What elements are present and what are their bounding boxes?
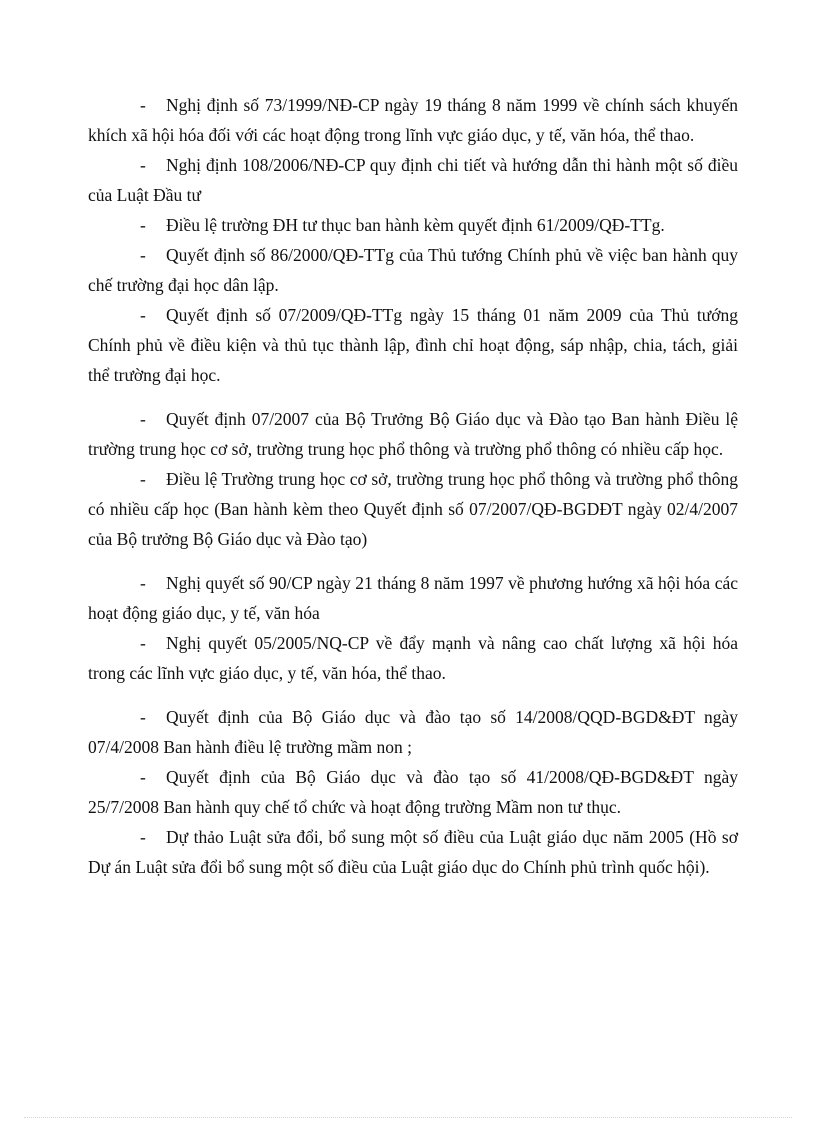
- page-bottom-rule: [24, 1117, 792, 1118]
- list-item-text: Điều lệ trường ĐH tư thục ban hành kèm quyết định 61/2009/QĐ-TTg.: [166, 215, 665, 235]
- bullet-dash: -: [140, 633, 146, 653]
- list-item: [88, 628, 738, 688]
- list-item-text: Quyết định số 07/2009/QĐ-TTg ngày 15 tháng 01 năm 2009 của Thủ tướng Chính phủ về điều kiện và thủ tục thành lập, đình chỉ hoạt động, sáp nhập, chia, tách, giải thể trường đại học.: [88, 305, 738, 385]
- list-item-text: Quyết định 07/2007 của Bộ Trưởng Bộ Giáo dục và Đào tạo Ban hành Điều lệ trường trung học cơ sở, trường trung học phổ thông và trường phổ thông có nhiều cấp học.: [88, 409, 738, 459]
- list-item: [88, 240, 738, 300]
- section-gap: [88, 688, 738, 702]
- bullet-dash: -: [140, 469, 146, 489]
- list-item: [88, 822, 738, 882]
- list-item: [88, 210, 738, 240]
- list-item-text: Điều lệ Trường trung học cơ sở, trường trung học phổ thông và trường phổ thông có nhiều cấp học (Ban hành kèm theo Quyết định số 07/2007/QĐ-BGDĐT ngày 02/4/2007 của Bộ trưởng Bộ Giáo dục và Đào tạo): [88, 469, 738, 549]
- bullet-dash: -: [140, 409, 146, 429]
- document-body: [88, 90, 738, 882]
- list-item-text: Quyết định của Bộ Giáo dục và đào tạo số 41/2008/QĐ-BGD&ĐT ngày 25/7/2008 Ban hành quy chế tổ chức và hoạt động trường Mầm non tư thục.: [88, 767, 738, 817]
- bullet-dash: -: [140, 95, 146, 115]
- bullet-dash: -: [140, 155, 146, 175]
- bullet-dash: -: [140, 767, 146, 787]
- bullet-dash: -: [140, 707, 146, 727]
- list-item-text: Nghị định số 73/1999/NĐ-CP ngày 19 tháng 8 năm 1999 về chính sách khuyến khích xã hội hóa đối với các hoạt động trong lĩnh vực giáo dục, y tế, văn hóa, thể thao.: [88, 95, 738, 145]
- list-item: [88, 702, 738, 762]
- bullet-dash: -: [140, 573, 146, 593]
- bullet-dash: -: [140, 305, 146, 325]
- list-item: [88, 300, 738, 390]
- bullet-dash: -: [140, 827, 146, 847]
- list-item: [88, 464, 738, 554]
- list-item: [88, 150, 738, 210]
- list-item-text: Dự thảo Luật sửa đổi, bổ sung một số điều của Luật giáo dục năm 2005 (Hồ sơ Dự án Luật sửa đổi bổ sung một số điều của Luật giáo dục do Chính phủ trình quốc hội).: [88, 827, 738, 877]
- list-item: [88, 762, 738, 822]
- list-item: [88, 90, 738, 150]
- list-item-text: Quyết định số 86/2000/QĐ-TTg của Thủ tướng Chính phủ về việc ban hành quy chế trường đại học dân lập.: [88, 245, 738, 295]
- list-item: [88, 404, 738, 464]
- section-gap: [88, 554, 738, 568]
- bullet-dash: -: [140, 215, 146, 235]
- section-gap: [88, 390, 738, 404]
- list-item: [88, 568, 738, 628]
- list-item-text: Nghị quyết số 90/CP ngày 21 tháng 8 năm 1997 về phương hướng xã hội hóa các hoạt động giáo dục, y tế, văn hóa: [88, 573, 738, 623]
- list-item-text: Nghị định 108/2006/NĐ-CP quy định chi tiết và hướng dẫn thi hành một số điều của Luật Đầu tư: [88, 155, 738, 205]
- list-item-text: Nghị quyết 05/2005/NQ-CP về đẩy mạnh và nâng cao chất lượng xã hội hóa trong các lĩnh vực giáo dục, y tế, văn hóa, thể thao.: [88, 633, 738, 683]
- list-item-text: Quyết định của Bộ Giáo dục và đào tạo số 14/2008/QQD-BGD&ĐT ngày 07/4/2008 Ban hành điều lệ trường mầm non ;: [88, 707, 738, 757]
- bullet-dash: -: [140, 245, 146, 265]
